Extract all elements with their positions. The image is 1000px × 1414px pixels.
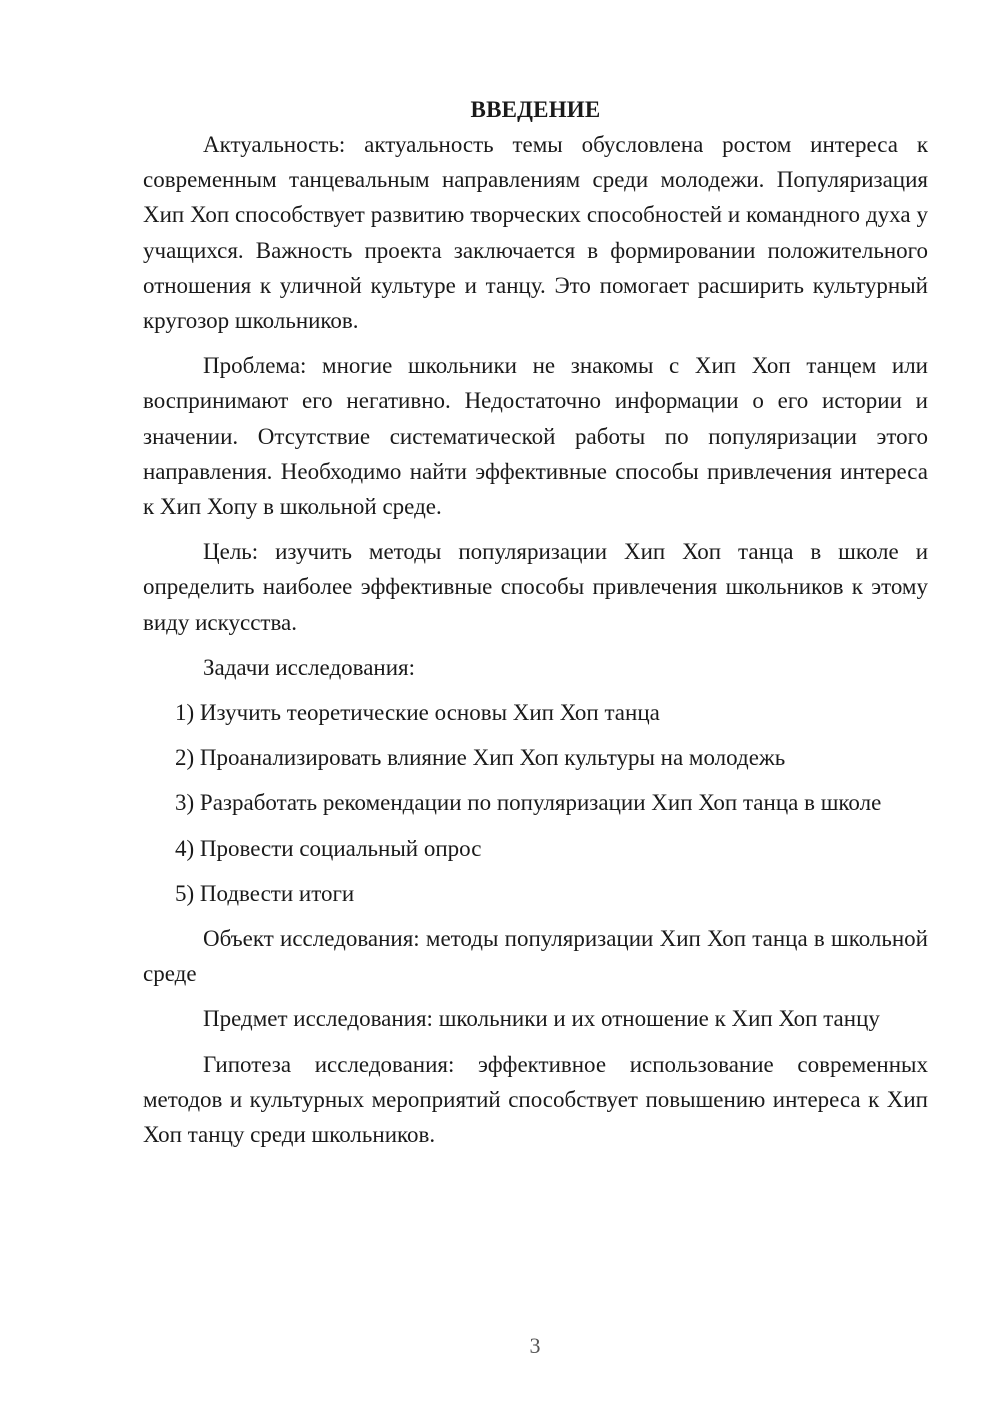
task-item-2: 2) Проанализировать влияние Хип Хоп культуры на молодежь: [175, 745, 786, 771]
paragraph-hypothesis: Гипотеза исследования: эффективное использование современных методов и культурных мероприятий способствует повышению интереса к Хип Хоп танцу среди школьников.: [143, 1051, 928, 1148]
task-item-3: 3) Разработать рекомендации по популяризации Хип Хоп танца в школе: [175, 790, 882, 816]
tasks-heading: Задачи исследования:: [203, 654, 416, 680]
task-item-5: 5) Подвести итоги: [175, 880, 355, 906]
document-page: [143, 92, 928, 1152]
page-number: 3: [529, 1333, 541, 1358]
paragraph-goal: Цель: изучить методы популяризации Хип Хоп танца в школе и определить наиболее эффективные способы привлечения школьников к этому виду искусства.: [143, 539, 928, 635]
paragraph-problem: Проблема: многие школьники не знакомы с Хип Хоп танцем или воспринимают его негативно. Недостаточно информации о его истории и значении. Отсутствие систематической работы по популяризации этого направления. Необходимо найти эффективные способы привлечения интереса к Хип Хопу в школьной среде.: [143, 353, 928, 520]
paragraph-object: Объект исследования: методы популяризации Хип Хоп танца в школьной среде: [143, 926, 928, 987]
page-title: ВВЕДЕНИЕ: [470, 97, 601, 122]
paragraph-relevance: Актуальность: актуальность темы обусловлена ростом интереса к современным танцевальным направлениям среди молодежи. Популяризация Хип Хоп способствует развитию творческих способностей и командного духа у учащихся. Важность проекта заключается в формировании положительного отношения к уличной культуре и танцу. Это помогает расширить культурный кругозор школьников.: [143, 132, 928, 334]
task-item-4: 4) Провести социальный опрос: [175, 835, 482, 861]
paragraph-subject: Предмет исследования: школьники и их отношение к Хип Хоп танцу: [203, 1006, 880, 1032]
task-item-1: 1) Изучить теоретические основы Хип Хоп танца: [175, 700, 660, 726]
